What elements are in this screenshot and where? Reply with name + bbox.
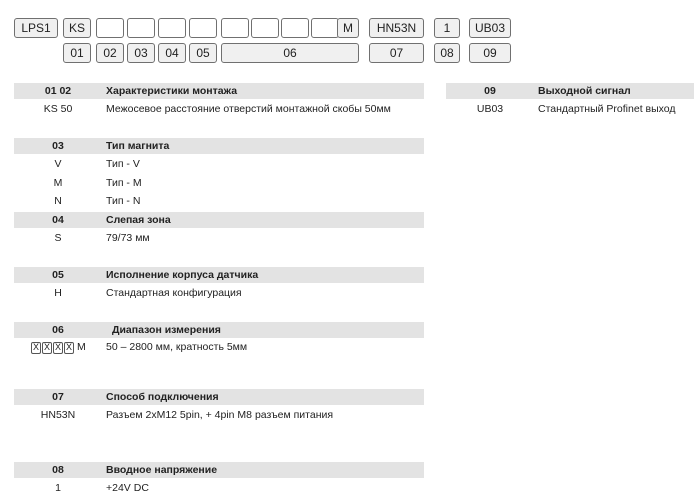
range-code-pattern bbox=[31, 341, 86, 354]
section-code: 06 bbox=[52, 324, 64, 336]
code-label-03: 03 bbox=[127, 43, 155, 63]
code-label-09: 09 bbox=[469, 43, 511, 63]
option-description: Стандартная конфигурация bbox=[106, 287, 242, 299]
option-description: Стандартный Profinet выход bbox=[538, 103, 676, 115]
code-segment-voltage: 1 bbox=[434, 18, 460, 38]
section-code: 08 bbox=[52, 464, 64, 476]
section-header bbox=[14, 462, 424, 478]
option-code: V bbox=[54, 158, 62, 170]
option-description: Разъем 2xM12 5pin, + 4pin M8 разъем питания bbox=[106, 409, 334, 421]
code-label-01: 01 bbox=[63, 43, 91, 63]
option-code: 1 bbox=[55, 482, 61, 494]
section-code: 09 bbox=[484, 85, 496, 97]
option-code: M bbox=[53, 177, 63, 189]
section-header bbox=[14, 212, 424, 228]
option-description: Межосевое расстояние отверстий монтажной скобы 50мм bbox=[106, 103, 391, 115]
code-segment-blank bbox=[189, 18, 217, 38]
code-segment-output: UB03 bbox=[469, 18, 511, 38]
code-label-02: 02 bbox=[96, 43, 124, 63]
option-description: 50 – 2800 мм, кратность 5мм bbox=[106, 341, 248, 353]
section-header bbox=[14, 322, 424, 338]
option-description: +24V DC bbox=[106, 482, 149, 494]
code-segment-mount: KS bbox=[63, 18, 91, 38]
code-label-04: 04 bbox=[158, 43, 186, 63]
code-label-05: 05 bbox=[189, 43, 217, 63]
option-description: Тип - M bbox=[106, 177, 142, 189]
option-description: 79/73 мм bbox=[106, 232, 150, 244]
section-title: Способ подключения bbox=[106, 391, 219, 403]
section-title: Исполнение корпуса датчика bbox=[106, 269, 259, 281]
range-unit: M bbox=[77, 341, 86, 353]
section-title: Тип магнита bbox=[106, 140, 170, 152]
code-segment-connection: HN53N bbox=[369, 18, 424, 38]
section-code: 07 bbox=[52, 391, 64, 403]
code-label-07: 07 bbox=[369, 43, 424, 63]
code-segment-housing bbox=[158, 18, 186, 38]
option-code: H bbox=[54, 287, 62, 299]
code-segment-model: LPS1 bbox=[14, 18, 58, 38]
option-description: Тип - V bbox=[106, 158, 140, 170]
section-header bbox=[14, 83, 424, 99]
option-code: UB03 bbox=[476, 103, 504, 115]
section-title: Слепая зона bbox=[106, 214, 171, 226]
section-header bbox=[446, 83, 694, 99]
section-code: 04 bbox=[52, 214, 64, 226]
section-header bbox=[14, 267, 424, 283]
code-segment-range-4 bbox=[311, 18, 339, 38]
option-description: Тип - N bbox=[106, 195, 141, 207]
section-header bbox=[14, 389, 424, 405]
code-segment-blind bbox=[127, 18, 155, 38]
option-code: N bbox=[54, 195, 62, 207]
code-segment-range-3 bbox=[281, 18, 309, 38]
code-segment-range-1 bbox=[221, 18, 249, 38]
section-title: Диапазон измерения bbox=[112, 324, 221, 336]
section-title: Характеристики монтажа bbox=[106, 85, 238, 97]
section-title: Выходной сигнал bbox=[538, 85, 631, 97]
section-code: 03 bbox=[52, 140, 64, 152]
range-digit-box: X bbox=[54, 342, 61, 352]
section-code: 05 bbox=[52, 269, 64, 281]
section-title: Вводное напряжение bbox=[106, 464, 218, 476]
code-label-06: 06 bbox=[221, 43, 359, 63]
section-code: 01 02 bbox=[44, 85, 72, 97]
option-code: S bbox=[54, 232, 62, 244]
code-label-08: 08 bbox=[434, 43, 460, 63]
code-segment-magnet bbox=[96, 18, 124, 38]
range-digit-box: X bbox=[65, 342, 72, 352]
option-code: KS 50 bbox=[43, 103, 73, 115]
code-segment-range-2 bbox=[251, 18, 279, 38]
option-code: HN53N bbox=[40, 409, 76, 421]
range-digit-box: X bbox=[43, 342, 50, 352]
section-header bbox=[14, 138, 424, 154]
code-segment-range-unit: M bbox=[337, 18, 359, 38]
range-digit-box: X bbox=[32, 342, 39, 352]
